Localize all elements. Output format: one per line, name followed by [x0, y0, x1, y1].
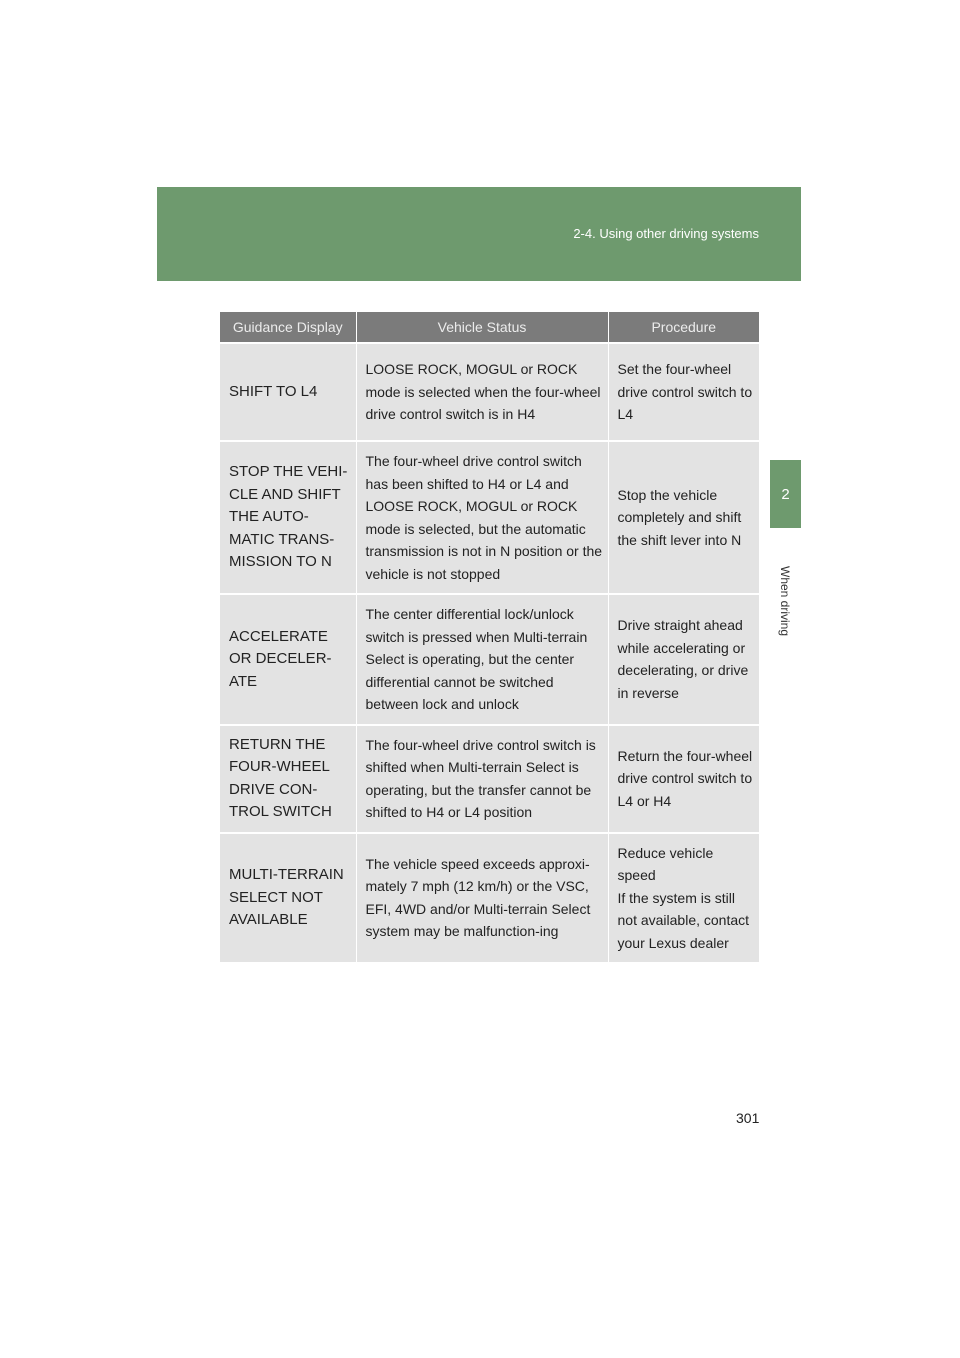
vehicle-status-text: The vehicle speed exceeds approxi-mately 7 mph (12 km/h) or the VSC, EFI, 4WD and/or Multi-terrain Select system may be malfunction-ing [365, 855, 591, 940]
guidance-display-text: SHIFT TO L4 [229, 382, 318, 400]
vehicle-status-cell [356, 725, 608, 833]
chapter-label: When driving [778, 566, 792, 637]
procedure-text: Return the four-wheel drive control switch to L4 or H4 [617, 747, 753, 809]
vehicle-status-cell [356, 343, 608, 441]
guidance-display-cell [220, 725, 356, 833]
vehicle-status-cell [356, 833, 608, 963]
vehicle-status-text: The four-wheel drive control switch is shifted when Multi-terrain Select is operating, but the transfer cannot be shifted to H4 or L4 position [365, 736, 596, 820]
header-procedure: Procedure [608, 312, 759, 343]
vehicle-status-text: The center differential lock/unlock switch is pressed when Multi-terrain Select is operating, but the center differential cannot be switched between lock and unlock [365, 606, 588, 712]
vehicle-status-text: The four-wheel drive control switch has been shifted to H4 or L4 and LOOSE ROCK, MOGUL or ROCK mode is selected, but the automatic transmission is not in N position or the vehicle is not stopped [365, 453, 603, 582]
chapter-number: 2 [781, 485, 790, 503]
vehicle-status-cell [356, 594, 608, 725]
procedure-cell [608, 725, 759, 833]
procedure-text: Drive straight ahead while accelerating or decelerating, or drive in reverse [617, 617, 749, 701]
header-vehicle-status: Vehicle Status [356, 312, 608, 343]
guidance-display-text: RETURN THE FOUR-WHEEL DRIVE CON-TROL SWITCH [229, 735, 332, 820]
section-header-band [157, 187, 801, 281]
procedure-cell [608, 343, 759, 441]
table-row [220, 343, 759, 441]
section-title: 2-4. Using other driving systems [573, 226, 759, 241]
table-row [220, 594, 759, 725]
chapter-tab [770, 460, 801, 528]
procedure-cell [608, 833, 759, 963]
procedure-cell [608, 441, 759, 594]
header-guidance-display: Guidance Display [220, 312, 356, 343]
guidance-display-text: STOP THE VEHI-CLE AND SHIFT THE AUTO-MATIC TRANS-MISSION TO N [229, 463, 348, 571]
guidance-display-cell [220, 594, 356, 725]
guidance-display-text: MULTI-TERRAIN SELECT NOT AVAILABLE [229, 866, 344, 928]
page-number: 301 [736, 1110, 760, 1126]
procedure-text: Stop the vehicle completely and shift the shift lever into N [617, 486, 742, 548]
table-row [220, 441, 759, 594]
guidance-display-text: ACCELERATE OR DECELER-ATE [229, 627, 332, 690]
table-row [220, 833, 759, 963]
procedure-text: Set the four-wheel drive control switch to L4 [617, 361, 753, 423]
vehicle-status-cell [356, 441, 608, 594]
procedure-text: Reduce vehicle speed If the system is still not available, contact your Lexus dealer [617, 844, 750, 951]
procedure-cell [608, 594, 759, 725]
guidance-display-cell [220, 833, 356, 963]
guidance-display-cell [220, 343, 356, 441]
guidance-display-cell [220, 441, 356, 594]
vehicle-status-text: LOOSE ROCK, MOGUL or ROCK mode is selected when the four-wheel drive control switch is in H4 [365, 361, 601, 423]
table-row [220, 725, 759, 833]
guidance-table [220, 312, 759, 962]
table-header-row [220, 312, 759, 343]
